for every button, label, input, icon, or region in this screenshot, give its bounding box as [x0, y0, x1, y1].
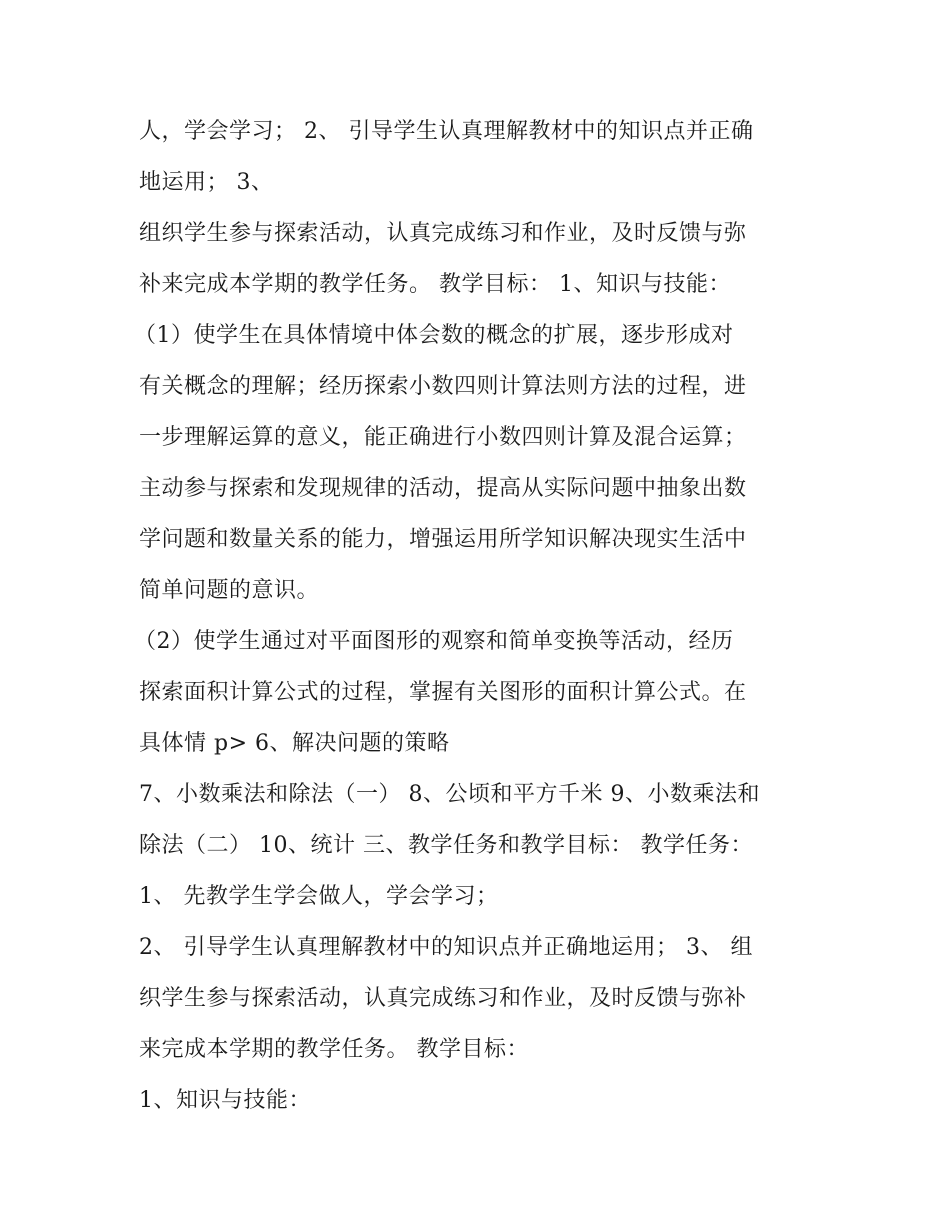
text-line-4: 补来完成本学期的教学任务。 教学目标： 1、知识与技能： [139, 272, 731, 297]
text-line-14: 7、小数乘法和除法（一） 8、公顷和平方千米 9、小数乘法和 [139, 782, 760, 807]
text-line-9: 学问题和数量关系的能力，增强运用所学知识解决现实生活中 [139, 527, 747, 552]
text-line-7: 一步理解运算的意义，能正确进行小数四则计算及混合运算； [139, 425, 747, 450]
text-line-20: 1、知识与技能： [139, 1088, 311, 1113]
text-line-1: 人，学会学习； 2、 引导学生认真理解教材中的知识点并正确 [139, 119, 754, 144]
text-line-16: 1、 先教学生学会做人，学会学习； [139, 884, 499, 909]
text-line-17: 2、 引导学生认真理解教材中的知识点并正确地运用； 3、 组 [139, 935, 753, 960]
text-line-6: 有关概念的理解；经历探索小数四则计算法则方法的过程，进 [139, 374, 747, 399]
text-line-15: 除法（二） 10、统计 三、教学任务和教学目标： 教学任务： [139, 833, 753, 858]
text-line-3: 组织学生参与探索活动，认真完成练习和作业，及时反馈与弥 [139, 221, 747, 246]
document-body [134, 106, 819, 1126]
text-line-2: 地运用； 3、 [139, 170, 274, 195]
text-line-10: 简单问题的意识。 [139, 578, 320, 603]
text-line-11: （2）使学生通过对平面图形的观察和简单变换等活动，经历 [134, 629, 734, 654]
text-line-5: （1）使学生在具体情境中体会数的概念的扩展，逐步形成对 [134, 323, 734, 348]
text-line-19: 来完成本学期的教学任务。 教学目标： [139, 1037, 529, 1062]
text-line-12: 探索面积计算公式的过程，掌握有关图形的面积计算公式。在 [139, 680, 747, 705]
text-line-18: 织学生参与探索活动，认真完成练习和作业，及时反馈与弥补 [139, 986, 747, 1011]
text-line-8: 主动参与探索和发现规律的活动，提高从实际问题中抽象出数 [139, 476, 747, 501]
text-line-13: 具体情 p> 6、解决问题的策略 [139, 731, 450, 756]
